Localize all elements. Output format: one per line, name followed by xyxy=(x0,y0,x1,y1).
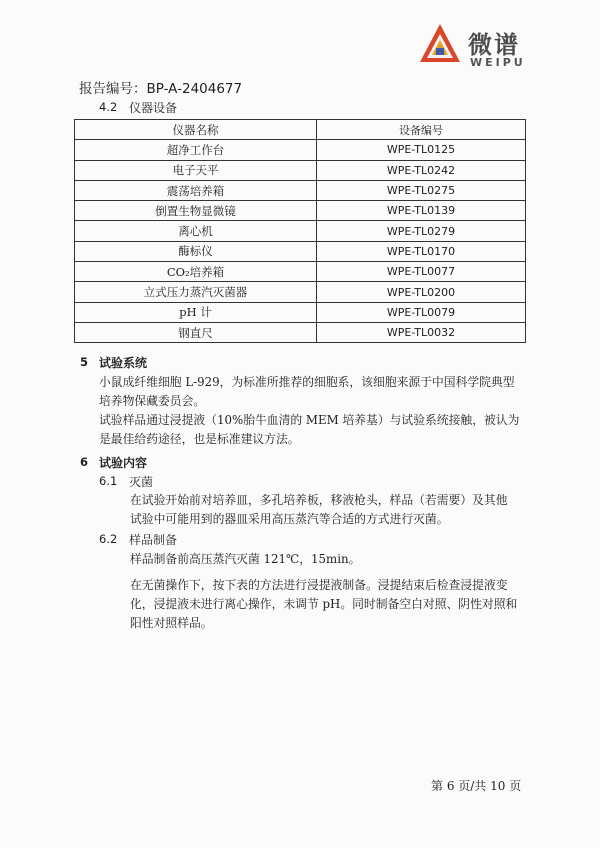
equipment-name: 离心机 xyxy=(75,221,317,241)
weipu-logo xyxy=(418,22,558,74)
equipment-name: 震荡培养箱 xyxy=(75,180,317,200)
section-6-1-paragraph xyxy=(130,491,530,529)
equipment-name: 酶标仪 xyxy=(75,241,317,261)
section-6-2-title: 样品制备 xyxy=(129,533,178,547)
section-5-title: 试验系统 xyxy=(99,356,148,370)
table-header-name: 仪器名称 xyxy=(75,120,317,140)
section-6-number: 6 xyxy=(80,455,89,469)
equipment-name: pH 计 xyxy=(75,302,317,322)
logo-english-name: WEIPU xyxy=(470,56,526,69)
section-6-1-title: 灭菌 xyxy=(129,475,154,489)
section-5-paragraph-1 xyxy=(99,373,529,411)
table-row xyxy=(75,322,526,342)
equipment-code: WPE-TL0032 xyxy=(317,322,526,342)
logo-chinese-name: 微谱 xyxy=(468,31,520,59)
section-5-paragraph-2 xyxy=(99,411,529,449)
paragraph-line: 试验样品通过浸提液（10%胎牛血清的 MEM 培养基）与试验系统接触，被认为 xyxy=(99,413,520,427)
section-6-1-number: 6.1 xyxy=(99,474,118,488)
equipment-table xyxy=(74,119,526,343)
table-row xyxy=(75,180,526,200)
table-row xyxy=(75,262,526,282)
paragraph-line: 小鼠成纤维细胞 L-929，为标准所推荐的细胞系，该细胞来源于中国科学院典型 xyxy=(99,375,515,389)
equipment-code: WPE-TL0170 xyxy=(317,241,526,261)
table-row xyxy=(75,241,526,261)
section-6-2-number: 6.2 xyxy=(99,532,118,546)
section-6-title: 试验内容 xyxy=(99,456,148,470)
equipment-code: WPE-TL0242 xyxy=(317,160,526,180)
table-row xyxy=(75,140,526,160)
table-row xyxy=(75,160,526,180)
equipment-code: WPE-TL0275 xyxy=(317,180,526,200)
table-row xyxy=(75,201,526,221)
equipment-code: WPE-TL0125 xyxy=(317,140,526,160)
weipu-logo-icon xyxy=(418,22,462,66)
equipment-code: WPE-TL0079 xyxy=(317,302,526,322)
paragraph-line: 阳性对照样品。 xyxy=(130,616,213,630)
section-5-number: 5 xyxy=(80,355,89,369)
section-4-2-title: 仪器设备 xyxy=(129,101,178,115)
paragraph-line: 培养物保藏委员会。 xyxy=(99,394,206,408)
paragraph-line: 试验中可能用到的器皿采用高压蒸汽等合适的方式进行灭菌。 xyxy=(130,512,449,526)
paragraph-line: 化，浸提液未进行离心操作，未调节 pH。同时制备空白对照、阴性对照和 xyxy=(130,597,518,611)
equipment-code: WPE-TL0200 xyxy=(317,282,526,302)
paragraph-line: 样品制备前高压蒸汽灭菌 121℃，15min。 xyxy=(130,552,361,566)
table-header-code: 设备编号 xyxy=(317,120,526,140)
equipment-name: 倒置生物显微镜 xyxy=(75,201,317,221)
section-4-2-number: 4.2 xyxy=(99,100,118,114)
table-header-row xyxy=(75,120,526,140)
page-number-footer: 第 6 页/共 10 页 xyxy=(431,779,522,793)
equipment-code: WPE-TL0077 xyxy=(317,262,526,282)
table-row xyxy=(75,282,526,302)
paragraph-line: 在无菌操作下，按下表的方法进行浸提液制备。浸提结束后检查浸提液变 xyxy=(130,578,508,592)
paragraph-line: 在试验开始前对培养皿，多孔培养板，移液枪头，样品（若需要）及其他 xyxy=(130,493,508,507)
equipment-name: CO₂培养箱 xyxy=(75,262,317,282)
table-row xyxy=(75,302,526,322)
equipment-name: 电子天平 xyxy=(75,160,317,180)
equipment-name: 立式压力蒸汽灭菌器 xyxy=(75,282,317,302)
section-6-2-paragraph-1 xyxy=(130,550,530,569)
section-6-2-paragraph-2 xyxy=(130,576,530,633)
equipment-name: 超净工作台 xyxy=(75,140,317,160)
report-number: 报告编号：BP-A-2404677 xyxy=(79,81,243,97)
equipment-code: WPE-TL0279 xyxy=(317,221,526,241)
paragraph-line: 是最佳给药途径，也是标准建议方法。 xyxy=(99,432,300,446)
table-row xyxy=(75,221,526,241)
equipment-code: WPE-TL0139 xyxy=(317,201,526,221)
equipment-name: 钢直尺 xyxy=(75,322,317,342)
